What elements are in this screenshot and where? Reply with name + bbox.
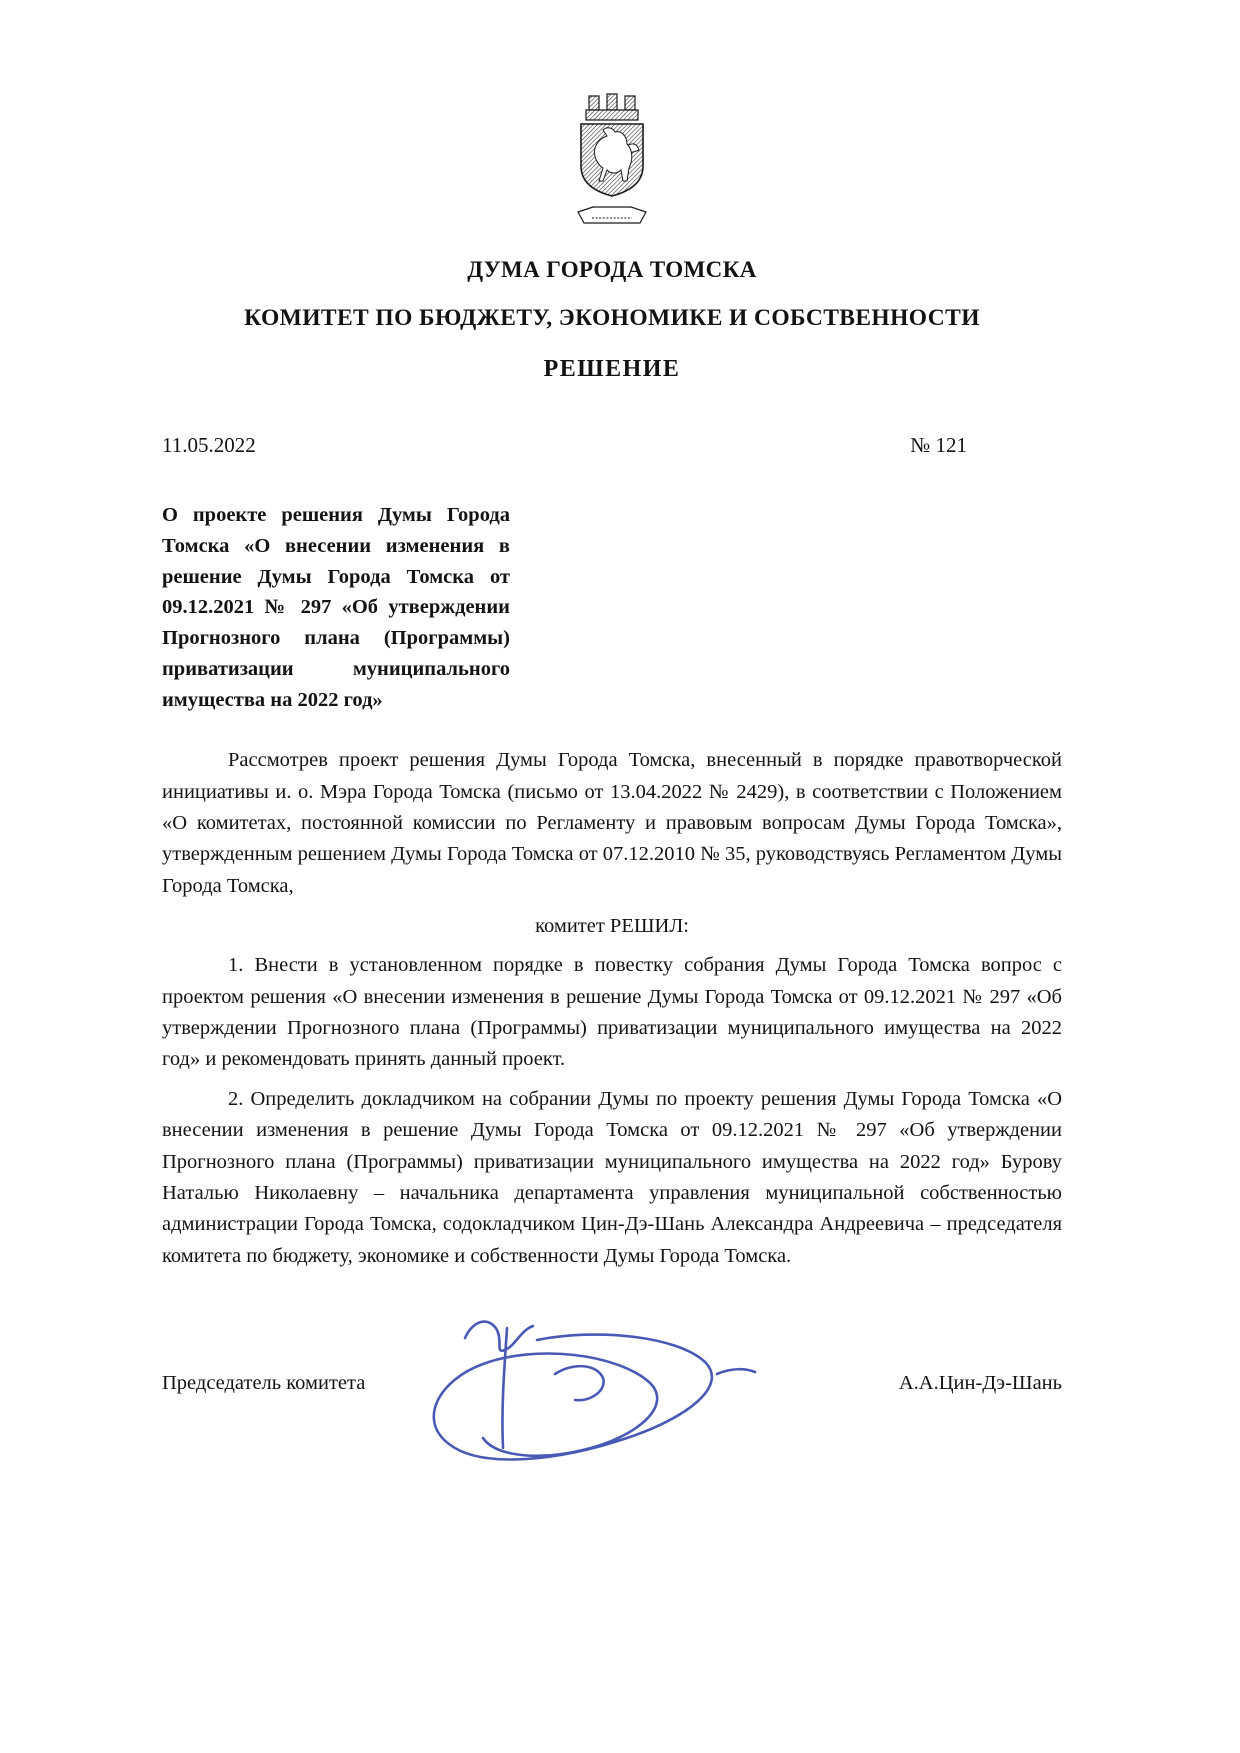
document-date: 11.05.2022 bbox=[162, 433, 256, 457]
resolution-item-1: 1. Внести в установленном порядке в повестку собрания Думы Города Томска вопрос с проектом решения «О внесении изменения в решение Думы Города Томска от 09.12.2021 № 297 «Об утверждении Прогнозного плана (Программы) приватизации муниципального имущества на 2022 год» и рекомендовать принять данный проект. bbox=[162, 954, 1062, 1071]
intro-paragraph: Рассмотрев проект решения Думы Города Томска, внесенный в порядке правотворческой инициативы и. о. Мэра Города Томска (письмо от 13.04.2022 № 2429), в соответствии с Положением «О комитетах, постоянной комиссии по Регламенту и правовым вопросам Думы Города Томска», утвержденным решением Думы Города Томска от 07.12.2010 № 35, руководствуясь Регламентом Думы Города Томска, bbox=[162, 749, 1062, 897]
committee-name: КОМИТЕТ ПО БЮДЖЕТУ, ЭКОНОМИКЕ И СОБСТВЕННОСТИ bbox=[244, 305, 980, 331]
crown-icon bbox=[586, 94, 638, 120]
meta-row bbox=[162, 433, 1062, 458]
organization-name: ДУМА ГОРОДА ТОМСКА bbox=[467, 257, 757, 282]
resolve-line: комитет РЕШИЛ: bbox=[535, 915, 689, 938]
document-subject: О проекте решения Думы Города Томска «О внесении изменения в решение Думы Города Томска от 09.12.2021 № 297 «Об утверждении Прогнозного плана (Программы) приватизации муниципального имущества на 2022 год» bbox=[162, 504, 510, 711]
handwritten-signature bbox=[387, 1310, 787, 1505]
document-number: № 121 bbox=[910, 433, 967, 457]
ribbon-icon bbox=[578, 207, 646, 223]
document-body bbox=[162, 745, 1062, 1272]
signature-block bbox=[162, 1372, 1062, 1395]
tomsk-coat-of-arms-icon bbox=[570, 88, 654, 240]
resolution-item-2: 2. Определить докладчиком на собрании Думы по проекту решения Думы Города Томска «О внесении изменения в решение Думы Города Томска от 09.12.2021 № 297 «Об утверждении Прогнозного плана (Программы) приватизации муниципального имущества на 2022 год» Бурову Наталью Николаевну – начальника департамента управления муниципальной собственностью администрации Города Томска, содокладчиком Цин-Дэ-Шань Александра Андреевича – председателя комитета по бюджету, экономике и собственности Думы Города Томска. bbox=[162, 1087, 1062, 1267]
document-type-title: РЕШЕНИЕ bbox=[543, 356, 681, 382]
signer-title: Председатель комитета bbox=[162, 1372, 366, 1394]
emblem-container bbox=[162, 88, 1062, 245]
signer-name: А.А.Цин-Дэ-Шань bbox=[898, 1372, 1062, 1394]
